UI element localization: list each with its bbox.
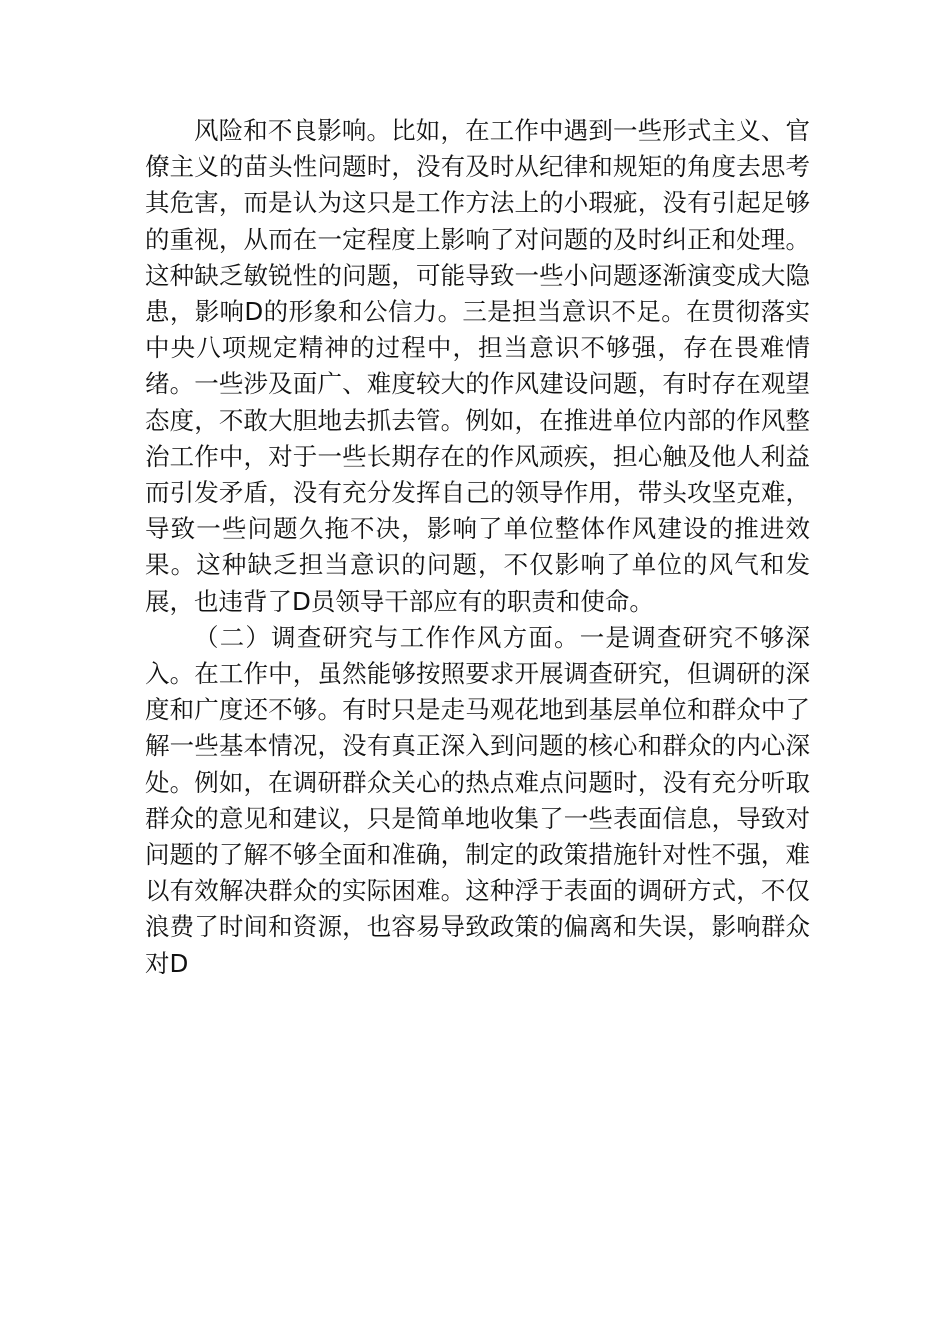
paragraph-investigation-section: （二）调查研究与工作作风方面。一是调查研究不够深入。在工作中，虽然能够按照要求开展调查研究，但调研的深度和广度还不够。有时只是走马观花地到基层单位和群众中了解一些基本情况，没有真正深入到问题的核心和群众的内心深处。例如，在调研群众关心的热点难点问题时，没有充分听取群众的意见和建议，只是简单地收集了一些表面信息，导致对问题的了解不够全面和准确，制定的政策措施针对性不强，难以有效解决群众的实际困难。这种浮于表面的调研方式，不仅浪费了时间和资源，也容易导致政策的偏离和失误，影响群众对D [145,622,810,978]
document-body [145,113,810,982]
paragraph-continued: 风险和不良影响。比如，在工作中遇到一些形式主义、官僚主义的苗头性问题时，没有及时从纪律和规矩的角度去思考其危害，而是认为这只是工作方法上的小瑕疵，没有引起足够的重视，从而在一定程度上影响了对问题的及时纠正和处理。这种缺乏敏锐性的问题，可能导致一些小问题逐渐演变成大隐患，影响D的形象和公信力。三是担当意识不足。在贯彻落实中央八项规定精神的过程中，担当意识不够强，存在畏难情绪。一些涉及面广、难度较大的作风建设问题，有时存在观望态度，不敢大胆地去抓去管。例如，在推进单位内部的作风整治工作中，对于一些长期存在的作风顽疾，担心触及他人利益而引发矛盾，没有充分发挥自己的领导作用，带头攻坚克难，导致一些问题久拖不决，影响了单位整体作风建设的推进效果。这种缺乏担当意识的问题，不仅影响了单位的风气和发展，也违背了D员领导干部应有的职责和使命。 [145,116,810,616]
